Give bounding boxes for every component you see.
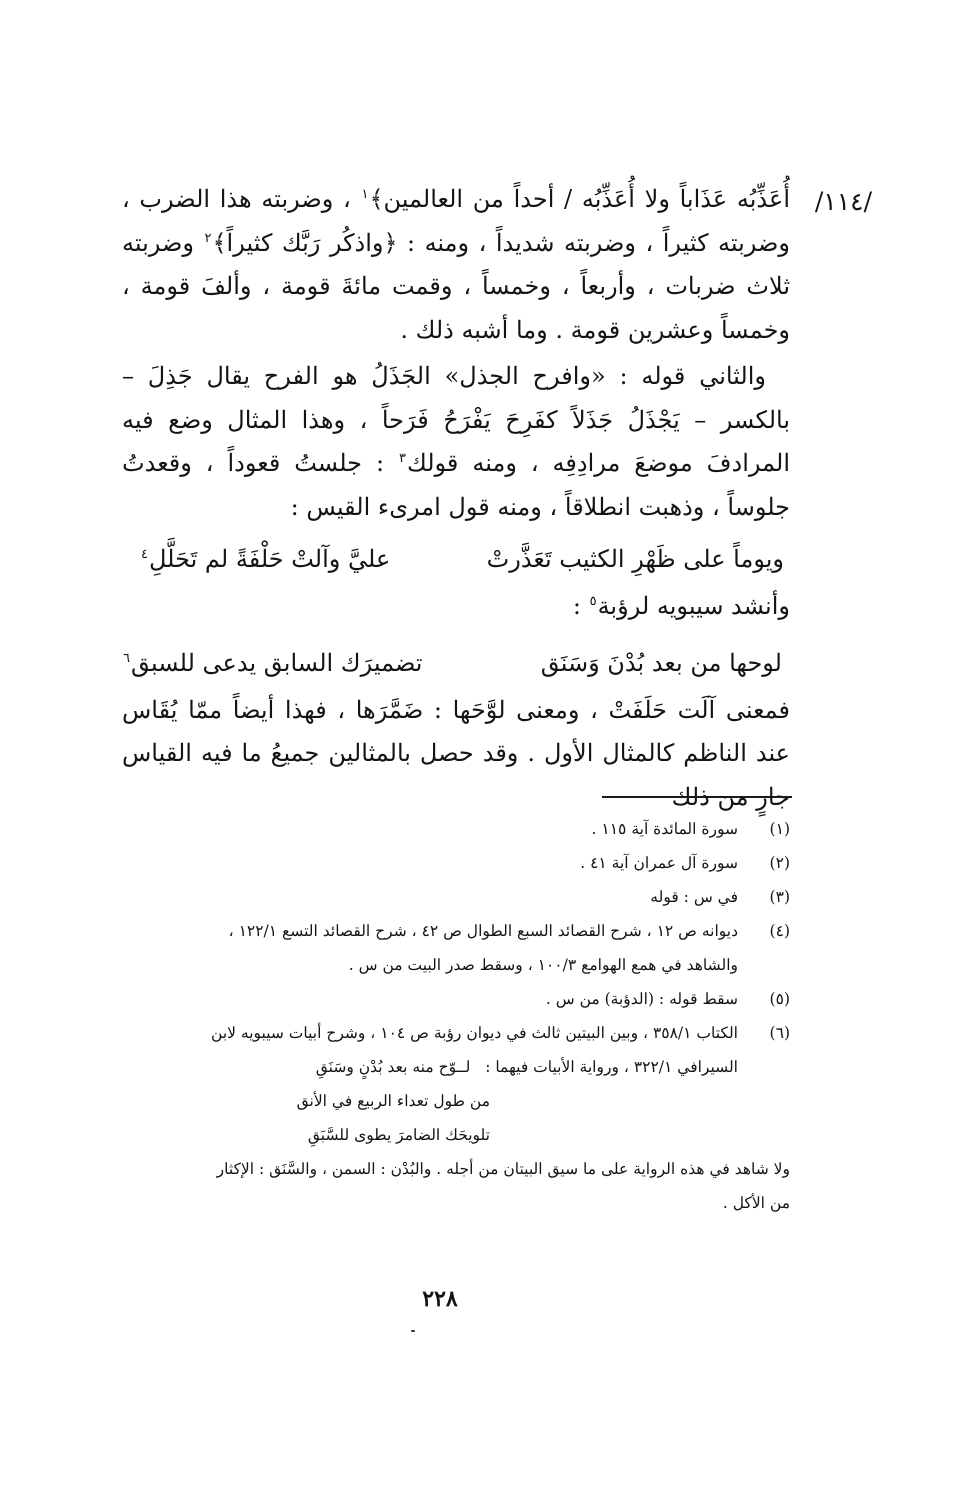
footnote-text-line-1: ديوانه ص ١٢ ، شرح القصائد السبع الطوال ص ٤٢ ، شرح القصائد التسع ١٢٢/١ ، xyxy=(228,922,738,940)
footnote-text-line-2 xyxy=(122,1050,738,1084)
paragraph-2-part-a: والثاني قوله : «وافرح الجذل» الجَذَلُ هو الفرح يقال جَذِلَ – بالكسر – يَجْذَلُ جَذَلاً كفَرِحَ يَفْرَحُ فَرَحاً ، وهذا المثال وضع فيه المرادفَ موضعَ مرادِفِه ، ومنه قولك xyxy=(122,362,790,477)
footnote-ref-2[interactable]: ٢ xyxy=(204,230,212,246)
footnote-6-verse-a: لــوّح منه بعد بُدْنٍ وسَنَقِ xyxy=(315,1058,471,1076)
paragraph-3-part-b: : xyxy=(572,592,589,620)
footnote-text: في س : قوله xyxy=(650,888,738,906)
footnote-ref-5[interactable]: ٥ xyxy=(589,594,597,609)
verse-2-second-hemistich xyxy=(122,639,422,687)
footnote-6-tail xyxy=(122,1152,790,1220)
footnote-number: (٤) xyxy=(769,922,790,940)
footnote-ref-1[interactable]: ١ xyxy=(361,187,369,202)
footnote-5 xyxy=(122,982,790,1016)
footnote-6-tail-line-2: من الأكل . xyxy=(722,1194,790,1212)
footnote-3 xyxy=(122,880,790,914)
paragraph-1-part-b: ، وضربته هذا الضرب ، وضربته كثيراً ، وضربته شديداً ، ومنه : ﴿واذكُر رَبَّك كثيراً﴾ xyxy=(122,185,790,257)
verse-2-second-text: تضميرَك السابق يدعى للسبق xyxy=(130,648,423,677)
footnote-text-line-2: والشاهد في همع الهوامع ١٠٠/٣ ، وسقط صدر البيت من س . xyxy=(348,956,738,974)
footnote-text-line-1: الكتاب ٣٥٨/١ ، وبين البيتين ثالث في ديوان رؤبة ص ١٠٤ ، وشرح أبيات سيبويه لابن xyxy=(211,1024,738,1042)
footnote-text: سقط قوله : (الدؤبة) من س . xyxy=(545,990,738,1008)
footnote-4 xyxy=(122,914,790,982)
footnote-6-tail-line-1: ولا شاهد في هذه الرواية على ما سيق البيتان من أجله . والبُدْن : السمن ، والسَّنَق : الإكثار xyxy=(216,1160,790,1178)
footnote-ref-3[interactable]: ٣ xyxy=(399,451,406,466)
footnote-6 xyxy=(122,1016,790,1152)
verse-1-second-hemistich xyxy=(140,535,390,583)
verse-ruba xyxy=(122,639,790,687)
verse-imru-al-qais xyxy=(122,535,790,583)
print-speck xyxy=(411,1330,415,1332)
footnote-number: (٣) xyxy=(769,888,790,906)
paragraph-1-part-a: أُعَذِّبُه عَذَاباً ولا أُعَذِّبُه / أحداً من العالمين﴾ xyxy=(369,185,791,213)
verse-1-first-hemistich: ويوماً على ظَهْرِ الكثيب تَعَذَّرتْ xyxy=(486,545,784,573)
paragraph-4: فمعنى آلَت حَلَفَتْ ، ومعنى لوَّحَها : ضَمَّرَها ، فهذا أيضاً ممّا يُقَاس عند الناظم كالمثال الأول . وقد حصل بالمثالين جميعُ ما فيه القياس جارٍ من ذلك xyxy=(122,695,790,811)
page-number: ٢٢٨ xyxy=(422,1286,458,1312)
footnote-ref-6[interactable]: ٦ xyxy=(123,650,130,666)
footnote-ref-4[interactable]: ٤ xyxy=(141,547,148,562)
footnotes xyxy=(122,812,790,1220)
paragraph-2 xyxy=(122,355,790,529)
footnote-2 xyxy=(122,846,790,880)
footnote-6-verse-c: تلويحَك الضامرَ يطوى للسَّبَقِ xyxy=(307,1126,490,1144)
paragraph-1-part-c: وضربته ثلاث ضربات ، وأربعاً ، وخمساً ، وقمت مائةَ قومة ، وألفَ قومة ، وخمساً وعشرين قومة . وما أشبه ذلك . xyxy=(122,228,790,344)
footnote-text: سورة آل عمران آية ٤١ . xyxy=(580,854,738,872)
footnote-number: (٢) xyxy=(769,854,790,872)
margin-folio-reference: /١١٤/ xyxy=(814,187,872,216)
main-text xyxy=(122,178,790,819)
footnote-number: (٦) xyxy=(769,1024,790,1042)
footnote-1 xyxy=(122,812,790,846)
footnote-6-line-2-start: السيرافي ٣٢٢/١ ، ورواية الأبيات فيهما : xyxy=(485,1058,738,1076)
paragraph-1 xyxy=(122,178,790,352)
paragraph-3-part-a: وأنشد سيبويه لرؤبة xyxy=(597,592,790,620)
paragraph-3 xyxy=(122,585,790,629)
footnote-separator xyxy=(602,796,792,798)
verse-2-first-hemistich: لوحها من بعد بُدْنَ وَسَنَق xyxy=(540,648,782,677)
verse-1-second-text: عليَّ وآلتْ حَلْفَةً لم تَحَلَّلِ xyxy=(148,545,391,573)
footnote-6-verse-b: من طول تعداء الربيع في الأنق xyxy=(296,1092,490,1110)
footnote-text: سورة المائدة آية ١١٥ . xyxy=(591,820,738,838)
paragraph-2-part-b: : جلستُ قعوداً ، وقعدتُ جلوساً ، وذهبت انطلاقاً ، ومنه قول امرىء القيس : xyxy=(122,449,790,521)
footnote-number: (١) xyxy=(769,820,790,838)
footnote-number: (٥) xyxy=(769,990,790,1008)
